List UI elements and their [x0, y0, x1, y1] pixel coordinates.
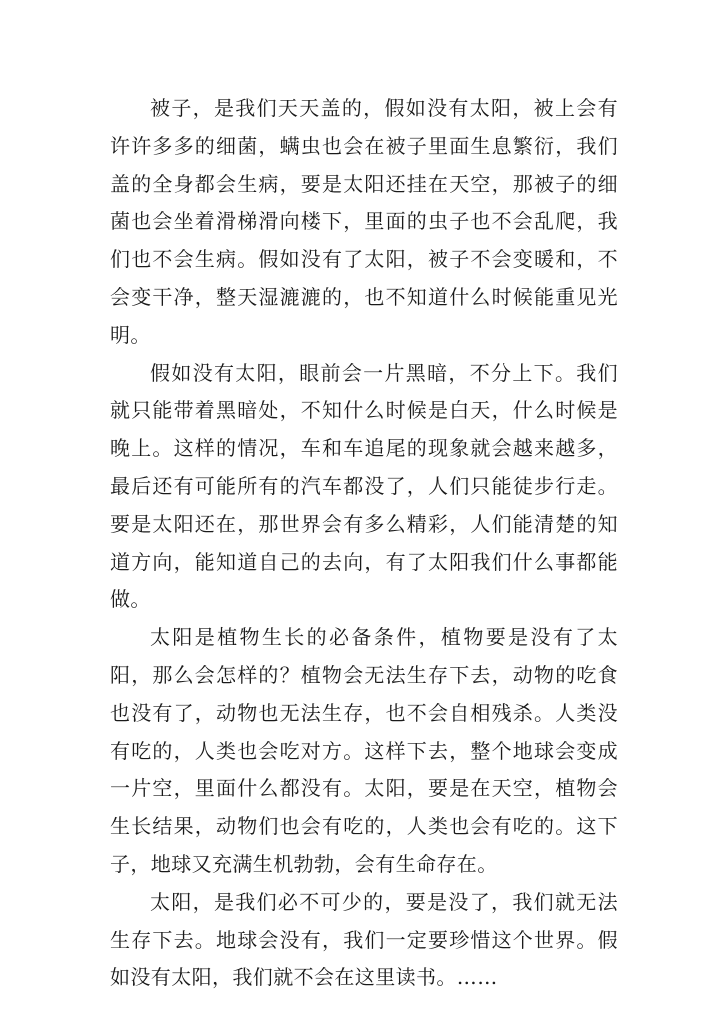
document-body: [110, 90, 618, 997]
paragraph-4: 太阳，是我们必不可少的，要是没了，我们就无法生存下去。地球会没有，我们一定要珍惜这个世界。假如没有太阳，我们就不会在这里读书。……: [110, 889, 618, 990]
paragraph-1: 被子，是我们天天盖的，假如没有太阳，被上会有许许多多的细菌，螨虫也会在被子里面生息繁衍，我们盖的全身都会生病，要是太阳还挂在天空，那被子的细菌也会坐着滑梯滑向楼下，里面的虫子也不会乱爬，我们也不会生病。假如没有了太阳，被子不会变暖和，不会变干净，整天湿漉漉的，也不知道什么时候能重见光明。: [110, 96, 618, 347]
paragraph-3: 太阳是植物生长的必备条件，植物要是没有了太阳，那么会怎样的？植物会无法生存下去，动物的吃食也没有了，动物也无法生存，也不会自相残杀。人类没有吃的，人类也会吃对方。这样下去，整个地球会变成一片空，里面什么都没有。太阳，要是在天空，植物会生长结果，动物们也会有吃的，人类也会有吃的。这下子，地球又充满生机勃勃，会有生命存在。: [110, 625, 618, 876]
paragraph-2: 假如没有太阳，眼前会一片黑暗，不分上下。我们就只能带着黑暗处，不知什么时候是白天，什么时候是晚上。这样的情况，车和车追尾的现象就会越来越多，最后还有可能所有的汽车都没了，人们只能徒步行走。要是太阳还在，那世界会有多么精彩，人们能清楚的知道方向，能知道自己的去向，有了太阳我们什么事都能做。: [110, 360, 618, 612]
